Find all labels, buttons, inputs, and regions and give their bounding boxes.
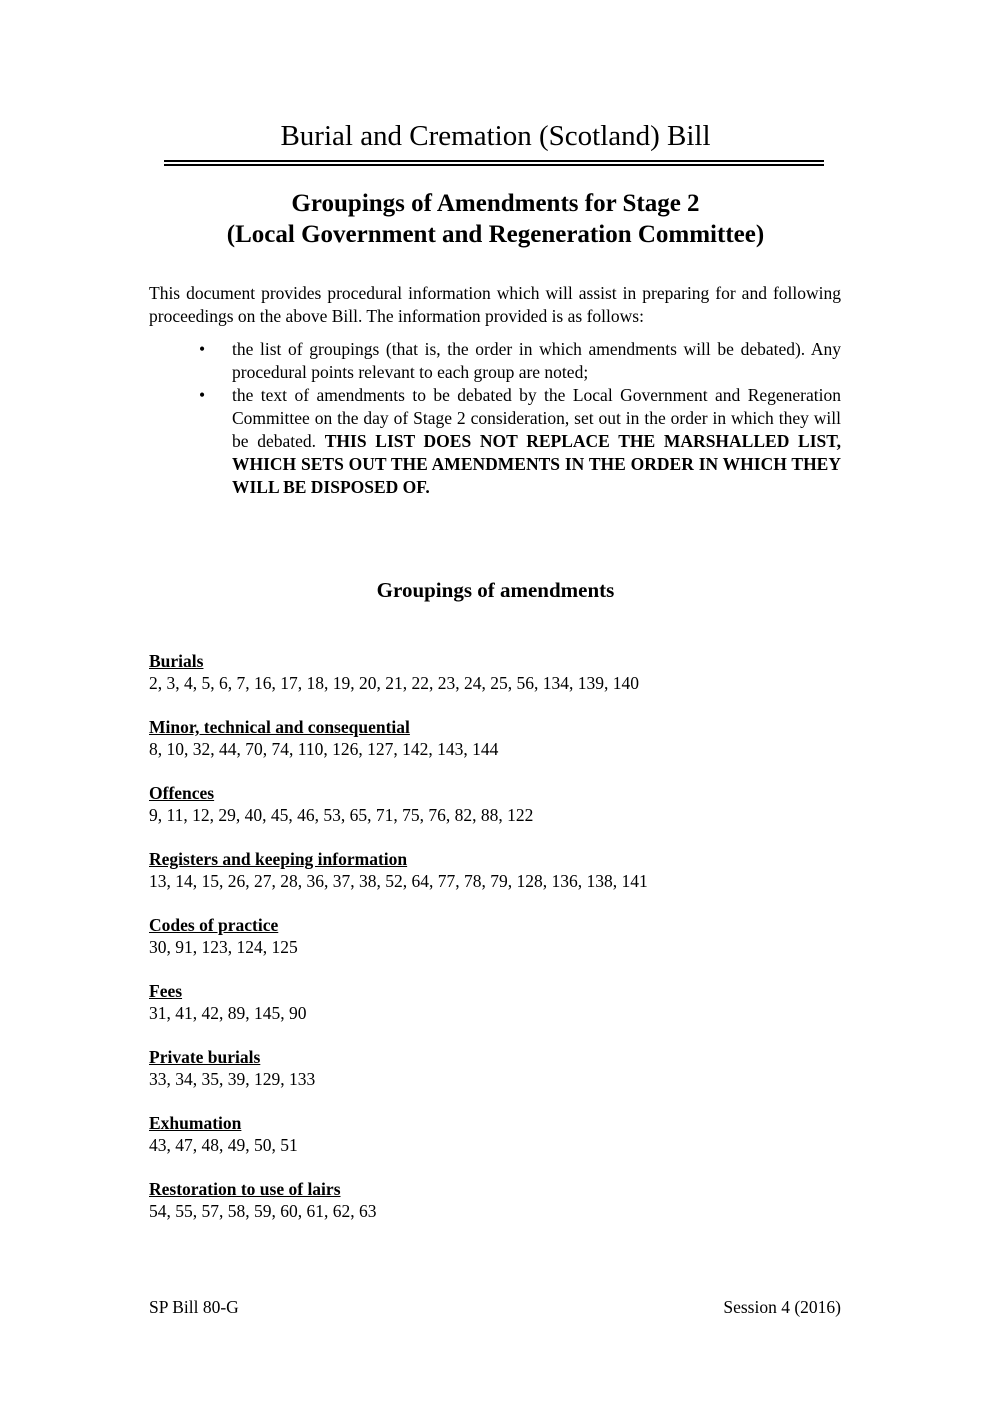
- bullet-item: [149, 338, 841, 384]
- bullet-icon: •: [199, 339, 206, 359]
- group-amendments: 33, 34, 35, 39, 129, 133: [149, 1069, 316, 1089]
- bullet-text: the text of amendments to be debated by the Local Government and Regeneration Committee on the day of Stage 2 consideration, set out in the order in which they will be debated.: [232, 385, 841, 451]
- info-bullet-list: [149, 338, 841, 499]
- group-title: Offences: [149, 783, 215, 803]
- groupings-list: [149, 650, 841, 1244]
- group-title: Exhumation: [149, 1113, 242, 1133]
- group-offences: [149, 782, 841, 848]
- group-amendments: 13, 14, 15, 26, 27, 28, 36, 37, 38, 52, 64, 77, 78, 79, 128, 136, 138, 141: [149, 871, 648, 891]
- groupings-heading: Groupings of amendments: [376, 578, 615, 602]
- group-title: Minor, technical and consequential: [149, 717, 410, 737]
- group-title: Registers and keeping information: [149, 849, 408, 869]
- document-title-line2: (Local Government and Regeneration Committee): [226, 221, 765, 248]
- group-title: Burials: [149, 651, 204, 671]
- group-amendments: 30, 91, 123, 124, 125: [149, 937, 298, 957]
- intro-paragraph: [149, 282, 841, 328]
- bill-title: Burial and Cremation (Scotland) Bill: [280, 120, 711, 152]
- intro-text: This document provides procedural information which will assist in preparing for and following proceedings on the above Bill. The information provided is as follows:: [149, 283, 841, 326]
- title-double-rule: [164, 160, 824, 166]
- group-amendments: 9, 11, 12, 29, 40, 45, 46, 53, 65, 71, 75, 76, 82, 88, 122: [149, 805, 534, 825]
- group-amendments: 2, 3, 4, 5, 6, 7, 16, 17, 18, 19, 20, 21, 22, 23, 24, 25, 56, 134, 139, 140: [149, 673, 639, 693]
- group-registers: [149, 848, 841, 914]
- bullet-icon: •: [199, 385, 206, 405]
- group-restoration-of-lairs: [149, 1178, 841, 1244]
- group-title: Codes of practice: [149, 915, 279, 935]
- rule-thick-line: [164, 160, 824, 162]
- group-amendments: 8, 10, 32, 44, 70, 74, 110, 126, 127, 142, 143, 144: [149, 739, 499, 759]
- group-private-burials: [149, 1046, 841, 1112]
- group-amendments: 43, 47, 48, 49, 50, 51: [149, 1135, 298, 1155]
- group-amendments: 31, 41, 42, 89, 145, 90: [149, 1003, 307, 1023]
- group-exhumation: [149, 1112, 841, 1178]
- rule-thin-line: [164, 164, 824, 166]
- group-fees: [149, 980, 841, 1046]
- footer-bill-reference: SP Bill 80-G: [149, 1297, 239, 1317]
- group-title: Private burials: [149, 1047, 261, 1067]
- group-minor-technical-consequential: [149, 716, 841, 782]
- group-title: Fees: [149, 981, 183, 1001]
- bullet-item: [149, 384, 841, 499]
- group-burials: [149, 650, 841, 716]
- group-codes-of-practice: [149, 914, 841, 980]
- group-title: Restoration to use of lairs: [149, 1179, 341, 1199]
- footer-session: Session 4 (2016): [723, 1297, 841, 1317]
- bullet-bold-notice: THIS LIST DOES NOT REPLACE THE MARSHALLED LIST, WHICH SETS OUT THE AMENDMENTS IN THE ORDER IN WHICH THEY WILL BE DISPOSED OF.: [232, 431, 841, 497]
- group-amendments: 54, 55, 57, 58, 59, 60, 61, 62, 63: [149, 1201, 377, 1221]
- document-title-line1: Groupings of Amendments for Stage 2: [291, 190, 700, 217]
- bullet-text: the list of groupings (that is, the order in which amendments will be debated). Any procedural points relevant to each group are noted;: [232, 339, 841, 382]
- document-title: [0, 188, 991, 250]
